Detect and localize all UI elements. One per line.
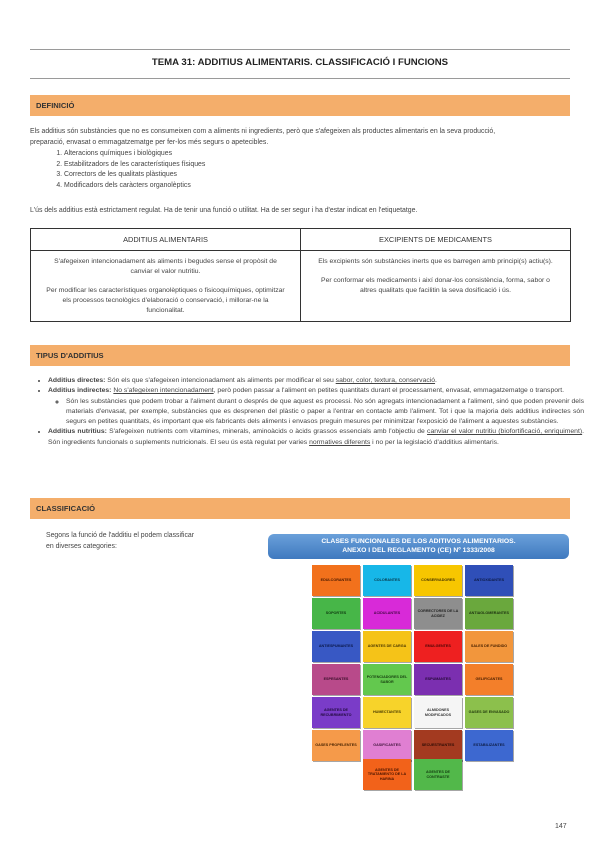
additive-class-tile: ACIDULANTES <box>363 598 411 629</box>
section-heading-definition: DEFINICIÓ <box>30 95 570 116</box>
additive-class-tile: SECUESTRANTES <box>414 730 462 761</box>
additive-class-tile: ESTABILIZANTES <box>465 730 513 761</box>
additive-class-tile: ANTIAGLOMERANTES <box>465 598 513 629</box>
types-list <box>34 376 584 448</box>
additive-class-tile: ALMIDONES MODIFICADOS <box>414 697 462 728</box>
additive-class-tile: ANTIESPUMANTES <box>312 631 360 662</box>
additive-class-tile: AGENTES DE CONTRASTE <box>414 759 462 790</box>
page-title: TEMA 31: ADDITIUS ALIMENTARIS. CLASSIFICACIÓ I FUNCIONS <box>151 57 449 68</box>
table-cell-excipients: Els excipients són substàncies inerts que es barregen amb principi(s) actiu(s). Per conformar els medicaments i així donar-los consistència, forma, sabor o altres qualitats que facilitin la seva dosificació i ús. <box>301 251 571 322</box>
additive-class-tile: GASES PROPELENTES <box>312 730 360 761</box>
additive-class-tile: EDULCORANTES <box>312 565 360 596</box>
page-number: 147 <box>555 823 567 830</box>
list-item: 1. Alteracions químiques i biològiques <box>64 149 205 160</box>
definition-intro: Els additius són substàncies que no es consumeixen com a aliments ni ingredients, però que s'afegeixen als productes alimentaris en la seva producció, preparació, envasat o emmagatzematge per fer-los més segurs o apetecibles. <box>30 128 496 146</box>
table-header: ADDITIUS ALIMENTARIS <box>31 229 301 251</box>
additive-class-tile: AGENTES DE CARGA <box>363 631 411 662</box>
additive-class-tile: AGENTES DE TRATAMIENTO DE LA HARINA <box>363 759 411 790</box>
list-item-indirect: • Additius indirectes: No s'afegeixen intencionadament, però poden passar a l'aliment en petites quantitats durant el processament, envasat, emmagatzematge o transport. ◦ Són les substàncies que podem trobar a l'aliment durant o després de que aquest es processi. No són agregats intencionadament a l'aliment, sinó que poden prevenir dels materials d'envasat, per exemple, substàncies que es desprenen del plàstic o paper a l'entrar en contacte amb l'aliment. Tot i que la majoria dels additius indirectes són segurs en petites quantitats, és important que els fabricants dels aliments i envasos preguin mesures per minimitzar l'exposició de l'aliment a aquestes substàncies. <box>48 386 584 427</box>
list-item: 4. Modificadors dels caràcters organolèptics <box>64 181 205 192</box>
top-rule <box>30 49 570 50</box>
list-item: 2. Estabilitzadors de les característiques físiques <box>64 160 205 171</box>
additive-class-tile: GELIFICANTES <box>465 664 513 695</box>
additive-class-tile: POTENCIADORES DEL SABOR <box>363 664 411 695</box>
section-heading-types: TIPUS D'ADDITIUS <box>30 345 570 366</box>
classification-text: Segons la funció de l'additiu el podem classificar en diverses categories: <box>46 532 195 550</box>
additive-class-tile: SALES DE FUNDIDO <box>465 631 513 662</box>
additive-class-tile: ESPUMANTES <box>414 664 462 695</box>
comparison-table <box>30 228 571 322</box>
additive-class-tile: EMULGENTES <box>414 631 462 662</box>
list-item: 3. Correctors de les qualitats plàstiques <box>64 170 205 181</box>
additive-class-tile: CONSERVADORES <box>414 565 462 596</box>
additive-class-tile: COLORANTES <box>363 565 411 596</box>
additive-class-tile: HUMECTANTES <box>363 697 411 728</box>
additive-class-tile: ESPESANTES <box>312 664 360 695</box>
title-rule <box>30 78 570 79</box>
regulation-text: L'ús dels additius està estrictament regulat. Ha de tenir una funció o utilitat. Ha de ser segur i ha d'estar indicat en l'etiquetatge. <box>30 207 418 214</box>
additive-class-tile: GASES DE ENVASADO <box>465 697 513 728</box>
table-cell-additives: S'afegeixen intencionadament als aliments i begudes sense el propòsit de canviar el valor nutritiu. Per modificar les característiques organolèptiques o fisicoquímiques, optimitzar els processos tecnològics d'elaboració o conservació, i millorar-ne la funcionalitat. <box>31 251 301 322</box>
additive-class-tile: ANTIOXIDANTES <box>465 565 513 596</box>
additive-class-tile: GASIFICANTES <box>363 730 411 761</box>
additive-class-tile: CORRECTORES DE LA ACIDEZ <box>414 598 462 629</box>
section-heading-classification: CLASSIFICACIÓ <box>30 498 570 519</box>
table-header: EXCIPIENTS DE MEDICAMENTS <box>301 229 571 251</box>
function-list <box>48 149 205 191</box>
list-item-indirect-detail: ◦ Són les substàncies que podem trobar a l'aliment durant o després de que aquest es processi. No són agregats intencionadament a l'aliment, sinó que poden prevenir dels materials d'envasat, per exemple, substàncies que es desprenen del plàstic o paper a l'entrar en contacte amb l'aliment. Tot i que la majoria dels additius indirectes són segurs en petites quantitats, és important que els fabricants dels aliments i envasos preguin mesures per minimitzar l'exposició de l'aliment a aquestes substàncies. <box>66 397 584 428</box>
additive-class-tile: AGENTES DE RECUBRIMIENTO <box>312 697 360 728</box>
list-item-nutritive: • Additius nutritius: S'afegeixen nutrients com vitamines, minerals, aminoàcids o àcids grassos essencials amb l'objectiu de canviar el valor nutritiu (biofortificació, enriquiment). Són ingredients funcionals o suplements nutricionals. El seu ús està regulat per varies normatives diferents i no per la legislació d'additius alimentaris. <box>48 427 584 448</box>
additive-class-tile: SOPORTES <box>312 598 360 629</box>
list-item-direct: • Additius directes: Són els que s'afegeixen intencionadament als aliments per modificar el seu sabor, color, textura, conservació. <box>48 376 584 386</box>
figure-title: CLASES FUNCIONALES DE LOS ADITIVOS ALIMENTARIOS. ANEXO I DEL REGLAMENTO (CE) Nº 1333/2008 <box>268 534 569 559</box>
